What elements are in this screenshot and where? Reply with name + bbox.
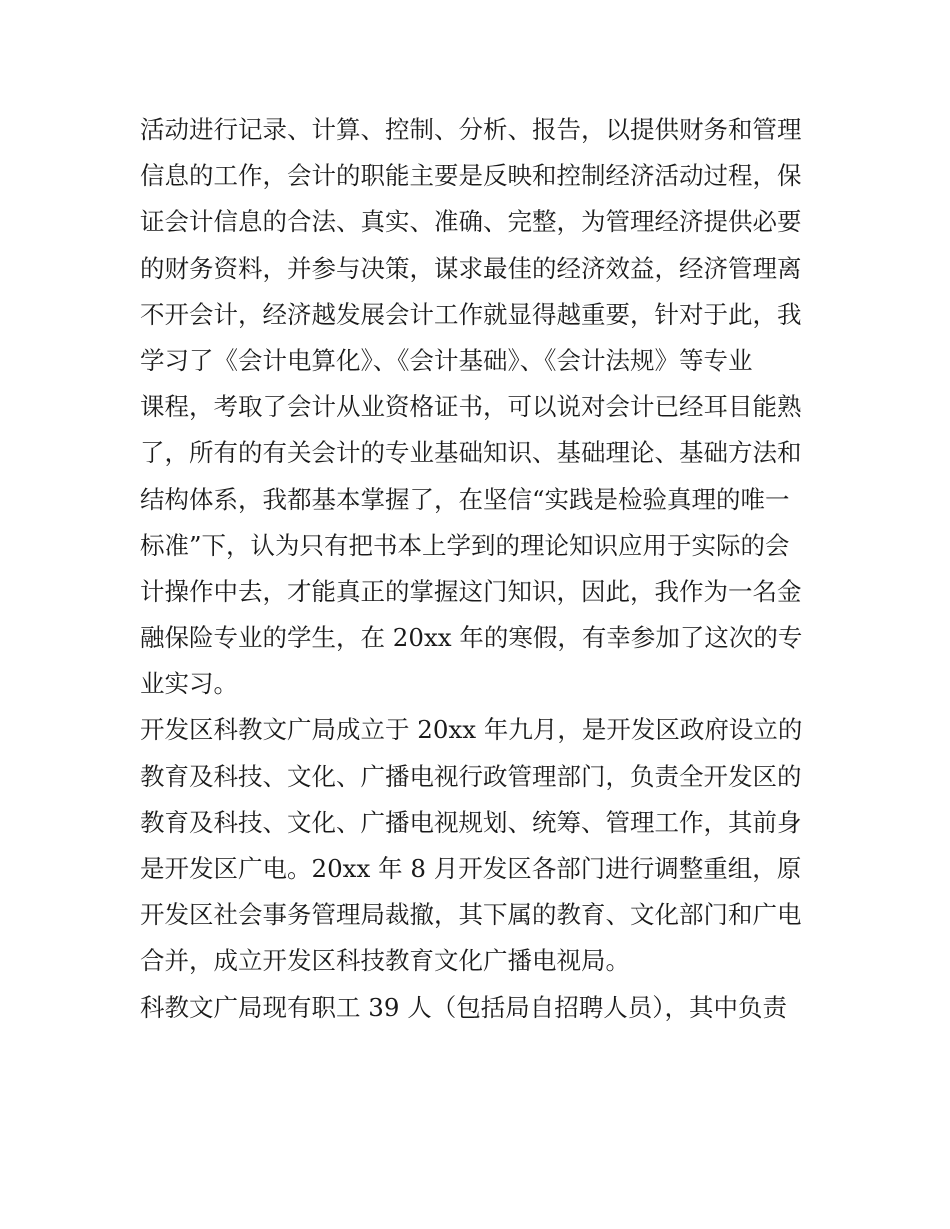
text-line: 科教文广局现有职工 39 人（包括局自招聘人员），其中负责	[140, 992, 787, 1022]
text-line: 教育及科技、文化、广播电视规划、统筹、管理工作，其前身	[140, 807, 802, 837]
text-line: 结构体系，我都基本掌握了，在坚信“实践是检验真理的唯一	[140, 484, 790, 514]
text-line: 课程，考取了会计从业资格证书，可以说对会计已经耳目能熟	[140, 392, 802, 422]
text-line: 的财务资料，并参与决策，谋求最佳的经济效益，经济管理离	[140, 253, 802, 283]
text-line: 业实习。	[140, 669, 238, 699]
text-line: 学习了《会计电算化》、《会计基础》、《会计法规》等专业	[140, 345, 753, 375]
text-line: 活动进行记录、计算、控制、分析、报告，以提供财务和管理	[140, 115, 802, 144]
text-line: 合并，成立开发区科技教育文化广播电视局。	[140, 946, 630, 976]
text-line: 是开发区广电。20xx 年 8 月开发区各部门进行调整重组，原	[140, 854, 802, 883]
text-line: 信息的工作，会计的职能主要是反映和控制经济活动过程，保	[140, 161, 802, 191]
text-line: 融保险专业的学生，在 20xx 年的寒假，有幸参加了这次的专	[140, 623, 803, 653]
text-line: 开发区科教文广局成立于 20xx 年九月，是开发区政府设立的	[140, 715, 803, 745]
text-line: 标准”下，认为只有把书本上学到的理论知识应用于实际的会	[140, 530, 790, 560]
text-line: 不开会计，经济越发展会计工作就显得越重要，针对于此，我	[140, 299, 802, 329]
document-body	[140, 107, 820, 1031]
text-line: 计操作中去，才能真正的掌握这门知识，因此，我作为一名金	[140, 576, 802, 606]
text-line: 了，所有的有关会计的专业基础知识、基础理论、基础方法和	[140, 438, 802, 468]
text-line: 开发区社会事务管理局裁撤，其下属的教育、文化部门和广电	[140, 900, 802, 930]
text-line: 教育及科技、文化、广播电视行政管理部门，负责全开发区的	[140, 761, 802, 791]
text-line: 证会计信息的合法、真实、准确、完整，为管理经济提供必要	[140, 207, 802, 237]
